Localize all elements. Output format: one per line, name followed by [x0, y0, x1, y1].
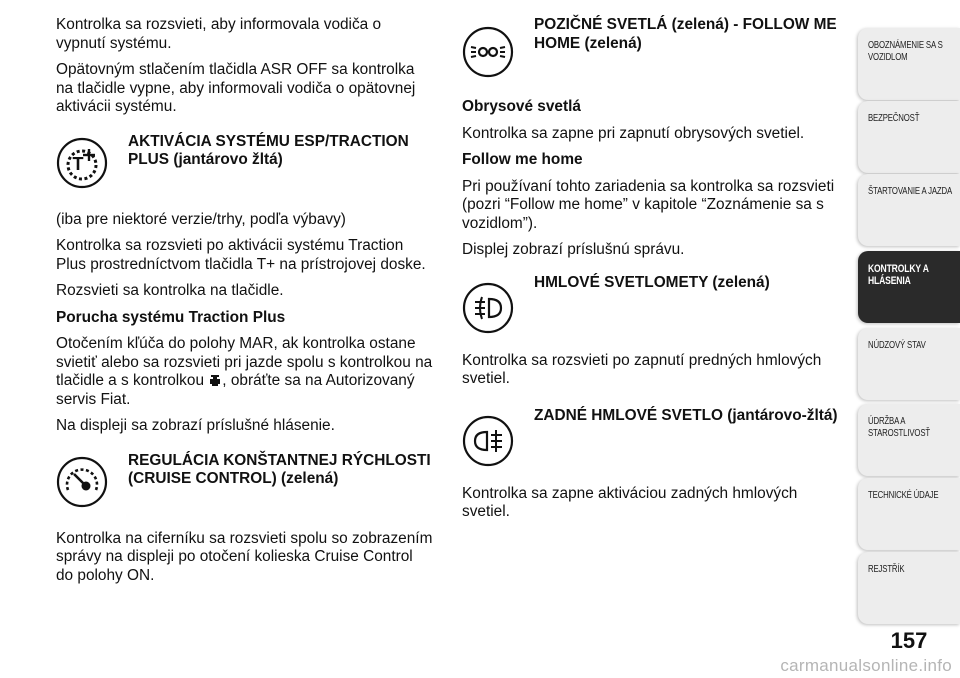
fog-lights-block [462, 274, 842, 344]
cruise-title: REGULÁCIA KONŠTANTNEJ RÝCHLOSTI (CRUISE CONTROL) (zelená) [128, 451, 431, 487]
cruise-warning-block [56, 452, 434, 522]
rear-fog-block [462, 407, 842, 477]
position-lights-icon [462, 26, 514, 78]
cruise-paragraph: Kontrolka na ciferníku sa rozsvieti spolu so zobrazením správy na displeji po otočení kolieska Cruise Control do polohy ON. [56, 529, 433, 584]
intro-paragraph-2: Opätovným stlačením tlačidla ASR OFF sa kontrolka na tlačidle vypne, aby informovali vodiča o opätovnej aktivácii systému. [56, 61, 416, 115]
tab-vehicle-intro[interactable]: OBOZNÁMENIE SA S VOZIDLOM [858, 28, 960, 100]
position-lights-title: POZIČNÉ SVETLÁ (zelená) - FOLLOW ME HOME (zelená) [534, 16, 837, 52]
tab-safety[interactable]: BEZPEČNOSŤ [858, 101, 960, 173]
page-number: 157 [890, 628, 928, 653]
rear-fog-light-icon [462, 415, 514, 467]
cruise-control-icon [56, 456, 108, 508]
fog-lights-title: HMLOVÉ SVETLOMETY (zelená) [534, 273, 770, 291]
traction-fault-heading: Porucha systému Traction Plus [56, 308, 286, 326]
esp-paragraph-1: (iba pre niektoré verzie/trhy, podľa výbavy) [56, 210, 346, 228]
tab-maintenance[interactable]: ÚDRŽBA A STAROSTLIVOSŤ [858, 404, 960, 476]
esp-warning-block [56, 133, 434, 203]
position-lights-heading: Obrysové svetlá [462, 98, 581, 115]
tab-warnings-messages[interactable]: KONTROLKY A HLÁSENIA [858, 251, 960, 323]
svg-text:T: T [72, 153, 84, 174]
engine-warning-icon [208, 372, 222, 388]
esp-paragraph-3: Rozsvieti sa kontrolka na tlačidle. [56, 282, 284, 299]
watermark: carmanualsonline.info [780, 656, 952, 675]
esp-paragraph-2: Kontrolka sa rozsvieti po aktivácii systému Traction Plus prostredníctvom tlačidla T+ na prístrojovej doske. [56, 237, 426, 273]
display-message-paragraph: Na displeji sa zobrazí príslušné hlásenie. [56, 417, 335, 434]
tab-index[interactable]: REJSTŘÍK [858, 552, 960, 624]
left-column [56, 16, 434, 593]
rear-fog-title: ZADNÉ HMLOVÉ SVETLO (jantárovo-žltá) [534, 406, 838, 424]
fault-text-end: , obráťte sa na Autorizovaný servis Fiat. [56, 372, 415, 408]
right-column [462, 16, 842, 530]
front-fog-light-icon [462, 282, 514, 334]
chapter-tabs [858, 0, 960, 678]
fog-lights-paragraph: Kontrolka sa rozsvieti po zapnutí predných hmlových svetiel. [462, 351, 822, 387]
intro-paragraph-1: Kontrolka sa rozsvieti, aby informovala vodiča o vypnutí systému. [56, 16, 382, 52]
position-lights-paragraph: Kontrolka sa zapne pri zapnutí obrysových svetiel. [462, 124, 805, 142]
tab-emergency[interactable]: NÚDZOVÝ STAV [858, 328, 960, 400]
esp-title: AKTIVÁCIA SYSTÉMU ESP/TRACTION PLUS (jantárovo žltá) [128, 132, 409, 168]
rear-fog-paragraph: Kontrolka sa zapne aktiváciou zadných hmlových svetiel. [462, 484, 798, 520]
follow-me-home-paragraph: Pri používaní tohto zariadenia sa kontrolka sa rozsvieti (pozri “Follow me home” v kapitole “Zoznámenie sa s vozidlom”). [462, 177, 835, 232]
tab-technical-data[interactable]: TECHNICKÉ ÚDAJE [858, 478, 960, 550]
position-lights-block [462, 16, 842, 86]
follow-me-home-heading: Follow me home [462, 151, 583, 168]
traction-fault-paragraph [56, 335, 434, 409]
tab-starting-driving[interactable]: ŠTARTOVANIE A JAZDA [858, 174, 960, 246]
fault-text-start: Otočením kľúča do polohy MAR, ak kontrolka ostane svietiť alebo sa rozsvieti pri jazde spolu s kontrolkou na tlačidle a s kontrolkou [56, 335, 433, 389]
traction-plus-icon [56, 137, 108, 189]
follow-me-home-display: Displej zobrazí príslušnú správu. [462, 241, 685, 258]
